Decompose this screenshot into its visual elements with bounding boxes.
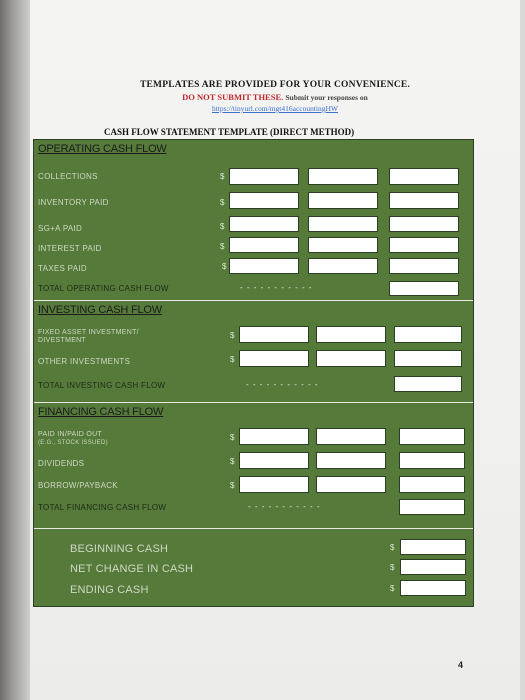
notice-line-2 — [30, 92, 520, 102]
worksheet-page — [30, 0, 520, 700]
collections-field-1[interactable] — [229, 168, 299, 185]
notice-header — [30, 80, 520, 113]
fixed-asset-field-1[interactable] — [239, 326, 309, 343]
dollar-sign: $ — [220, 222, 225, 231]
net-change-label: NET CHANGE IN CASH — [70, 563, 194, 575]
row-label-collections: COLLECTIONS — [38, 172, 98, 181]
dollar-sign: $ — [220, 172, 225, 181]
other-investments-field-3[interactable] — [394, 350, 462, 367]
paid-in-out-text: PAID IN/PAID OUT — [38, 431, 103, 438]
other-investments-field-2[interactable] — [316, 350, 386, 367]
notice-line-1: TEMPLATES ARE PROVIDED FOR YOUR CONVENIENCE. — [139, 80, 411, 90]
dividends-field-3[interactable] — [399, 452, 465, 469]
interest-paid-field-2[interactable] — [308, 237, 378, 253]
dollar-sign: $ — [230, 457, 235, 466]
fixed-asset-field-3[interactable] — [394, 326, 462, 343]
dollar-sign: $ — [222, 262, 227, 271]
do-not-submit-text: DO NOT SUBMIT THESE. — [182, 92, 284, 102]
inventory-paid-field-2[interactable] — [308, 192, 378, 209]
row-label-fixed-asset-investment — [38, 329, 139, 345]
paid-in-out-field-3[interactable] — [399, 428, 465, 445]
total-operating-field[interactable] — [389, 281, 459, 296]
borrow-payback-field-2[interactable] — [316, 476, 386, 493]
row-label-total-investing: TOTAL INVESTING CASH FLOW — [38, 381, 166, 390]
total-operating-leader: - - - - - - - - - - - — [240, 283, 313, 292]
row-label-other-investments: OTHER INVESTMENTS — [38, 357, 131, 366]
taxes-paid-field-2[interactable] — [308, 258, 378, 274]
other-investments-field-1[interactable] — [239, 350, 309, 367]
row-label-total-operating: TOTAL OPERATING CASH FLOW — [38, 284, 169, 293]
cash-summary-section — [34, 528, 473, 607]
taxes-paid-field-1[interactable] — [229, 258, 299, 274]
sga-paid-field-2[interactable] — [308, 216, 378, 232]
dollar-sign: $ — [390, 563, 395, 572]
template-title: CASH FLOW STATEMENT TEMPLATE (DIRECT METHOD) — [104, 127, 355, 137]
dollar-sign: $ — [390, 584, 395, 593]
dollar-sign: $ — [220, 198, 225, 207]
row-label-interest-paid: INTEREST PAID — [38, 244, 102, 253]
dividends-field-1[interactable] — [239, 452, 309, 469]
fixed-asset-field-2[interactable] — [316, 326, 386, 343]
collections-field-2[interactable] — [308, 168, 378, 185]
sga-paid-field-3[interactable] — [389, 216, 459, 232]
row-label-taxes-paid: TAXES PAID — [38, 264, 87, 273]
financing-title: FINANCING CASH FLOW — [38, 406, 164, 418]
page-number: 4 — [458, 660, 464, 670]
sga-paid-field-1[interactable] — [229, 216, 299, 232]
dollar-sign: $ — [230, 433, 235, 442]
row-label-total-financing: TOTAL FINANCING CASH FLOW — [38, 503, 167, 512]
row-label-dividends: DIVIDENDS — [38, 459, 85, 468]
dollar-sign: $ — [230, 481, 235, 490]
taxes-paid-field-3[interactable] — [389, 258, 459, 274]
net-change-field[interactable] — [400, 559, 466, 575]
dollar-sign: $ — [230, 331, 235, 340]
total-investing-field[interactable] — [394, 376, 462, 392]
inventory-paid-field-3[interactable] — [389, 192, 459, 209]
dollar-sign: $ — [390, 543, 395, 552]
dollar-sign: $ — [230, 355, 235, 364]
dividends-field-2[interactable] — [316, 452, 386, 469]
row-label-paid-in-paid-out — [38, 431, 108, 447]
fixed-asset-line-2: DIVESTMENT — [38, 337, 87, 344]
fixed-asset-line-1: FIXED ASSET INVESTMENT/ — [38, 329, 139, 336]
interest-paid-field-3[interactable] — [389, 237, 459, 253]
paid-in-out-field-2[interactable] — [316, 428, 386, 445]
paid-in-out-note: (E.G., STOCK ISSUED) — [38, 440, 108, 446]
financing-section — [34, 402, 473, 527]
cash-flow-panel — [33, 139, 474, 607]
submission-link[interactable]: https://tinyurl.com/mgt416accountingHW — [211, 104, 339, 113]
interest-paid-field-1[interactable] — [229, 237, 299, 253]
investing-title: INVESTING CASH FLOW — [38, 304, 162, 316]
dollar-sign: $ — [220, 242, 225, 251]
total-investing-leader: - - - - - - - - - - - — [246, 380, 319, 389]
ending-cash-field[interactable] — [400, 580, 466, 596]
ending-cash-label: ENDING CASH — [70, 584, 149, 596]
submit-instructions-text: Submit your responses on — [285, 93, 368, 102]
beginning-cash-field[interactable] — [400, 539, 466, 555]
beginning-cash-label: BEGINNING CASH — [70, 543, 169, 555]
operating-section — [34, 140, 473, 298]
paid-in-out-field-1[interactable] — [239, 428, 309, 445]
row-label-sga-paid: SG+A PAID — [38, 224, 83, 233]
borrow-payback-field-3[interactable] — [399, 476, 465, 493]
collections-field-3[interactable] — [389, 168, 459, 185]
operating-title: OPERATING CASH FLOW — [38, 143, 167, 155]
total-financing-field[interactable] — [399, 499, 465, 515]
row-label-borrow-payback: BORROW/PAYBACK — [38, 481, 118, 490]
investing-section — [34, 300, 473, 401]
row-label-inventory-paid: INVENTORY PAID — [38, 198, 109, 207]
borrow-payback-field-1[interactable] — [239, 476, 309, 493]
total-financing-leader: - - - - - - - - - - - — [248, 502, 321, 511]
inventory-paid-field-1[interactable] — [229, 192, 299, 209]
